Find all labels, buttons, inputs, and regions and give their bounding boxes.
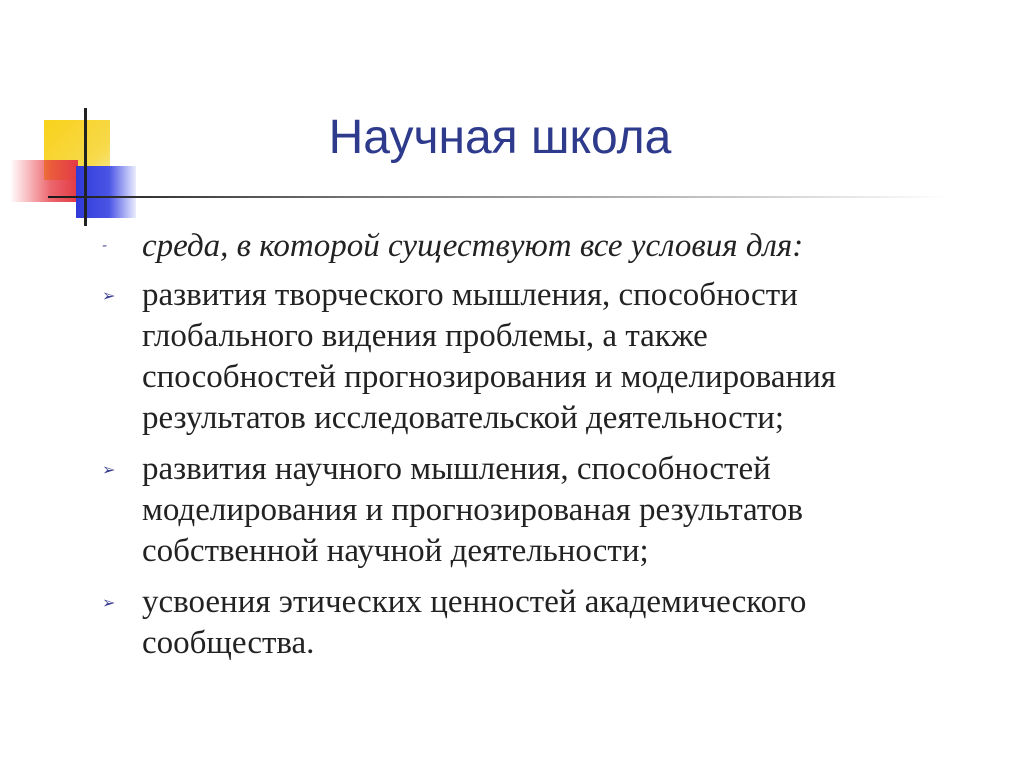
dash-bullet-icon: - (102, 238, 108, 254)
bullet-line: моделирования и прогнозированая результатов (142, 492, 803, 528)
bullet-item-3 (100, 582, 1000, 664)
bullet-line: глобального видения проблемы, а также (142, 318, 708, 354)
bullet-line: способностей прогнозирования и моделирования (142, 359, 836, 395)
arrow-bullet-icon: ➢ (102, 593, 116, 612)
bullet-item-2 (100, 449, 1000, 572)
bullet-line: результатов исследовательской деятельности; (142, 400, 785, 436)
bullet-line: собственной научной деятельности; (142, 533, 649, 569)
slide-title: Научная школа (328, 111, 672, 164)
bullet-line: сообщества. (142, 625, 315, 661)
arrow-bullet-icon: ➢ (102, 460, 116, 479)
bullet-line: усвоения этических ценностей академического (142, 584, 807, 620)
title-underline (48, 196, 948, 198)
bullet-line: развития научного мышления, способностей (142, 451, 771, 487)
slide-content (100, 226, 1000, 674)
bullet-line: развития творческого мышления, способности (142, 277, 798, 313)
arrow-bullet-icon: ➢ (102, 286, 116, 305)
bullet-item-1 (100, 275, 1000, 439)
decor-vertical-line (84, 108, 87, 226)
intro-item (100, 226, 1000, 267)
intro-text: среда, в которой существуют все условия для: (142, 228, 804, 264)
